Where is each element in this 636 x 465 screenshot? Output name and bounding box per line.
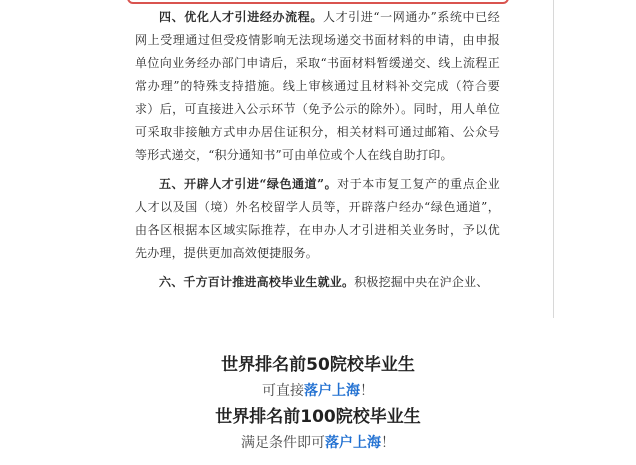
promo-subline-top50-prefix: 可直接: [262, 383, 304, 399]
promo-title-top100: 世界排名前100院校毕业生: [215, 407, 421, 427]
document-excerpt: [135, 6, 500, 294]
promo-subline-top100-prefix: 满足条件即可: [241, 435, 325, 451]
promo-subline-top100-highlight: 落户上海: [325, 435, 381, 451]
paragraph-4-heading: 四、优化人才引进经办流程。: [159, 10, 323, 24]
paragraph-5: [135, 173, 500, 265]
paragraph-6-body: 积极挖掘中央在沪企业、: [354, 275, 489, 289]
promo-subline-top100: [0, 430, 636, 456]
promo-title-top50: 世界排名前50院校毕业生: [221, 355, 415, 375]
paragraph-5-heading: 五、开辟人才引进“绿色通道”。: [159, 177, 338, 191]
promo-subline-top50-suffix: ！: [360, 383, 374, 399]
promo-subline-top100-suffix: ！: [381, 435, 395, 451]
paragraph-5-body: 对于本市复工复产的重点企业人才以及国（境）外名校留学人员等，开辟落户经办“绿色通道”，由各区根据本区域实际推荐，在申办人才引进相关业务时，予以优先办理，提供更加高效便捷服务。: [135, 177, 500, 260]
paragraph-4: [135, 6, 500, 167]
page-edge-divider: [553, 0, 554, 318]
highlight-frame: [127, 0, 509, 4]
promo-subline-top50-highlight: 落户上海: [304, 383, 360, 399]
promo-section: [0, 352, 636, 456]
paragraph-4-body: 人才引进“一网通办”系统中已经网上受理通过但受疫情影响无法现场递交书面材料的申请，由申报单位向业务经办部门申请后，采取“书面材料暂缓递交、线上流程正常办理”的特殊支持措施。线上审核通过且材料补交完成（符合要求）后，可直接进入公示环节（免予公示的除外）。同时，用人单位可采取非接触方式申办居住证积分，相关材料可通过邮箱、公众号等形式递交，“积分通知书”可由单位或个人在线自助打印。: [135, 10, 500, 162]
promo-subline-top50: [0, 378, 636, 404]
paragraph-6-heading: 六、千方百计推进高校毕业生就业。: [159, 275, 355, 289]
paragraph-6: [135, 271, 500, 294]
